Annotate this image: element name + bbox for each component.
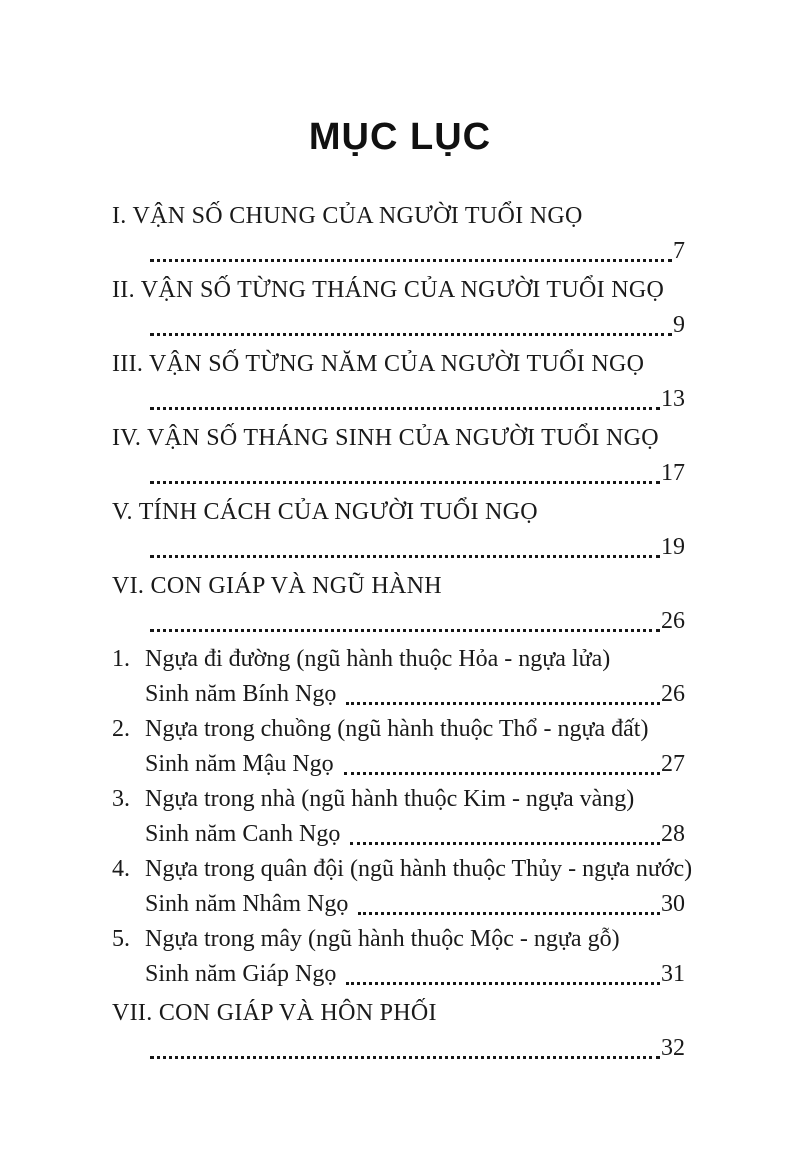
toc-item-title: Ngựa trong mây (ngũ hành thuộc Mộc - ngựa gỗ) — [145, 926, 620, 952]
page-number: 30 — [661, 891, 685, 917]
dot-leader — [344, 772, 660, 775]
toc-section-entry — [112, 347, 685, 417]
toc-section-entry — [112, 569, 685, 639]
item-number: 2. — [112, 716, 130, 742]
dot-leader — [150, 333, 672, 336]
toc-item-title-row — [112, 712, 685, 747]
page-title: MỤC LỤC — [308, 116, 492, 158]
toc-section-entry — [112, 996, 685, 1066]
toc-item-entry — [112, 922, 685, 992]
dot-leader — [150, 481, 660, 484]
page-number: 27 — [661, 751, 685, 777]
toc-section-leader-row — [112, 530, 685, 565]
page-number: 26 — [661, 608, 685, 634]
toc-section-title: IV. VẬN SỐ THÁNG SINH CỦA NGƯỜI TUỔI NGỌ — [112, 425, 659, 451]
dot-leader — [350, 842, 660, 845]
toc-section-title: VII. CON GIÁP VÀ HÔN PHỐI — [112, 1000, 437, 1026]
toc-item-leader-row — [112, 887, 685, 922]
page-number: 31 — [661, 961, 685, 987]
toc-section-title: VI. CON GIÁP VÀ NGŨ HÀNH — [112, 573, 442, 599]
toc-item-title-row — [112, 852, 693, 887]
toc-section-entry — [112, 273, 685, 343]
dot-leader — [150, 407, 660, 410]
dot-leader — [358, 912, 660, 915]
toc-item-leader-row — [112, 817, 685, 852]
toc-item-title-row — [112, 922, 685, 957]
toc-section-leader-row — [112, 382, 685, 417]
toc-item-title-row — [112, 782, 685, 817]
toc-item-subtitle: Sinh năm Bính Ngọ — [145, 681, 337, 707]
toc-item-leader-row — [112, 957, 685, 992]
item-number: 4. — [112, 856, 130, 882]
toc-item-leader-row — [112, 677, 685, 712]
toc-section-leader-row — [112, 308, 685, 343]
toc-item-subtitle: Sinh năm Mậu Ngọ — [145, 751, 334, 777]
toc-section-title: II. VẬN SỐ TỪNG THÁNG CỦA NGƯỜI TUỔI NGỌ — [112, 277, 665, 303]
page-number: 17 — [661, 460, 685, 486]
page-number: 19 — [661, 534, 685, 560]
page-number: 26 — [661, 681, 685, 707]
toc-item-title: Ngựa đi đường (ngũ hành thuộc Hỏa - ngựa lửa) — [145, 646, 611, 672]
dot-leader — [150, 259, 672, 262]
toc-list — [112, 199, 693, 1066]
toc-item-title: Ngựa trong chuồng (ngũ hành thuộc Thổ - ngựa đất) — [145, 716, 649, 742]
toc-item-title: Ngựa trong quân đội (ngũ hành thuộc Thủy - ngựa nước) — [145, 856, 693, 882]
toc-item-entry — [112, 852, 693, 922]
toc-item-title: Ngựa trong nhà (ngũ hành thuộc Kim - ngựa vàng) — [145, 786, 635, 812]
item-number: 5. — [112, 926, 130, 952]
toc-section-leader-row — [112, 456, 685, 491]
toc-item-entry — [112, 712, 685, 782]
item-number: 3. — [112, 786, 130, 812]
dot-leader — [150, 1056, 660, 1059]
toc-item-title-row — [112, 642, 685, 677]
toc-section-title: I. VẬN SỐ CHUNG CỦA NGƯỜI TUỔI NGỌ — [112, 203, 583, 229]
dot-leader — [346, 982, 660, 985]
toc-item-entry — [112, 782, 685, 852]
page-number: 32 — [661, 1035, 685, 1061]
toc-item-entry — [112, 642, 685, 712]
page-number: 9 — [673, 312, 685, 338]
dot-leader — [346, 702, 660, 705]
dot-leader — [150, 629, 660, 632]
page-number: 13 — [661, 386, 685, 412]
toc-section-leader-row — [112, 1031, 685, 1066]
toc-section-title: V. TÍNH CÁCH CỦA NGƯỜI TUỔI NGỌ — [112, 499, 538, 525]
toc-item-leader-row — [112, 747, 685, 782]
dot-leader — [150, 555, 660, 558]
toc-item-subtitle: Sinh năm Canh Ngọ — [145, 821, 341, 847]
toc-section-entry — [112, 495, 685, 565]
toc-section-entry — [112, 421, 685, 491]
toc-section-title: III. VẬN SỐ TỪNG NĂM CỦA NGƯỜI TUỔI NGỌ — [112, 351, 645, 377]
toc-section-leader-row — [112, 604, 685, 639]
toc-section-leader-row — [112, 234, 685, 269]
page-number: 7 — [673, 238, 685, 264]
toc-item-subtitle: Sinh năm Giáp Ngọ — [145, 961, 337, 987]
toc-item-subtitle: Sinh năm Nhâm Ngọ — [145, 891, 349, 917]
item-number: 1. — [112, 646, 130, 672]
toc-section-entry — [112, 199, 685, 269]
page-number: 28 — [661, 821, 685, 847]
